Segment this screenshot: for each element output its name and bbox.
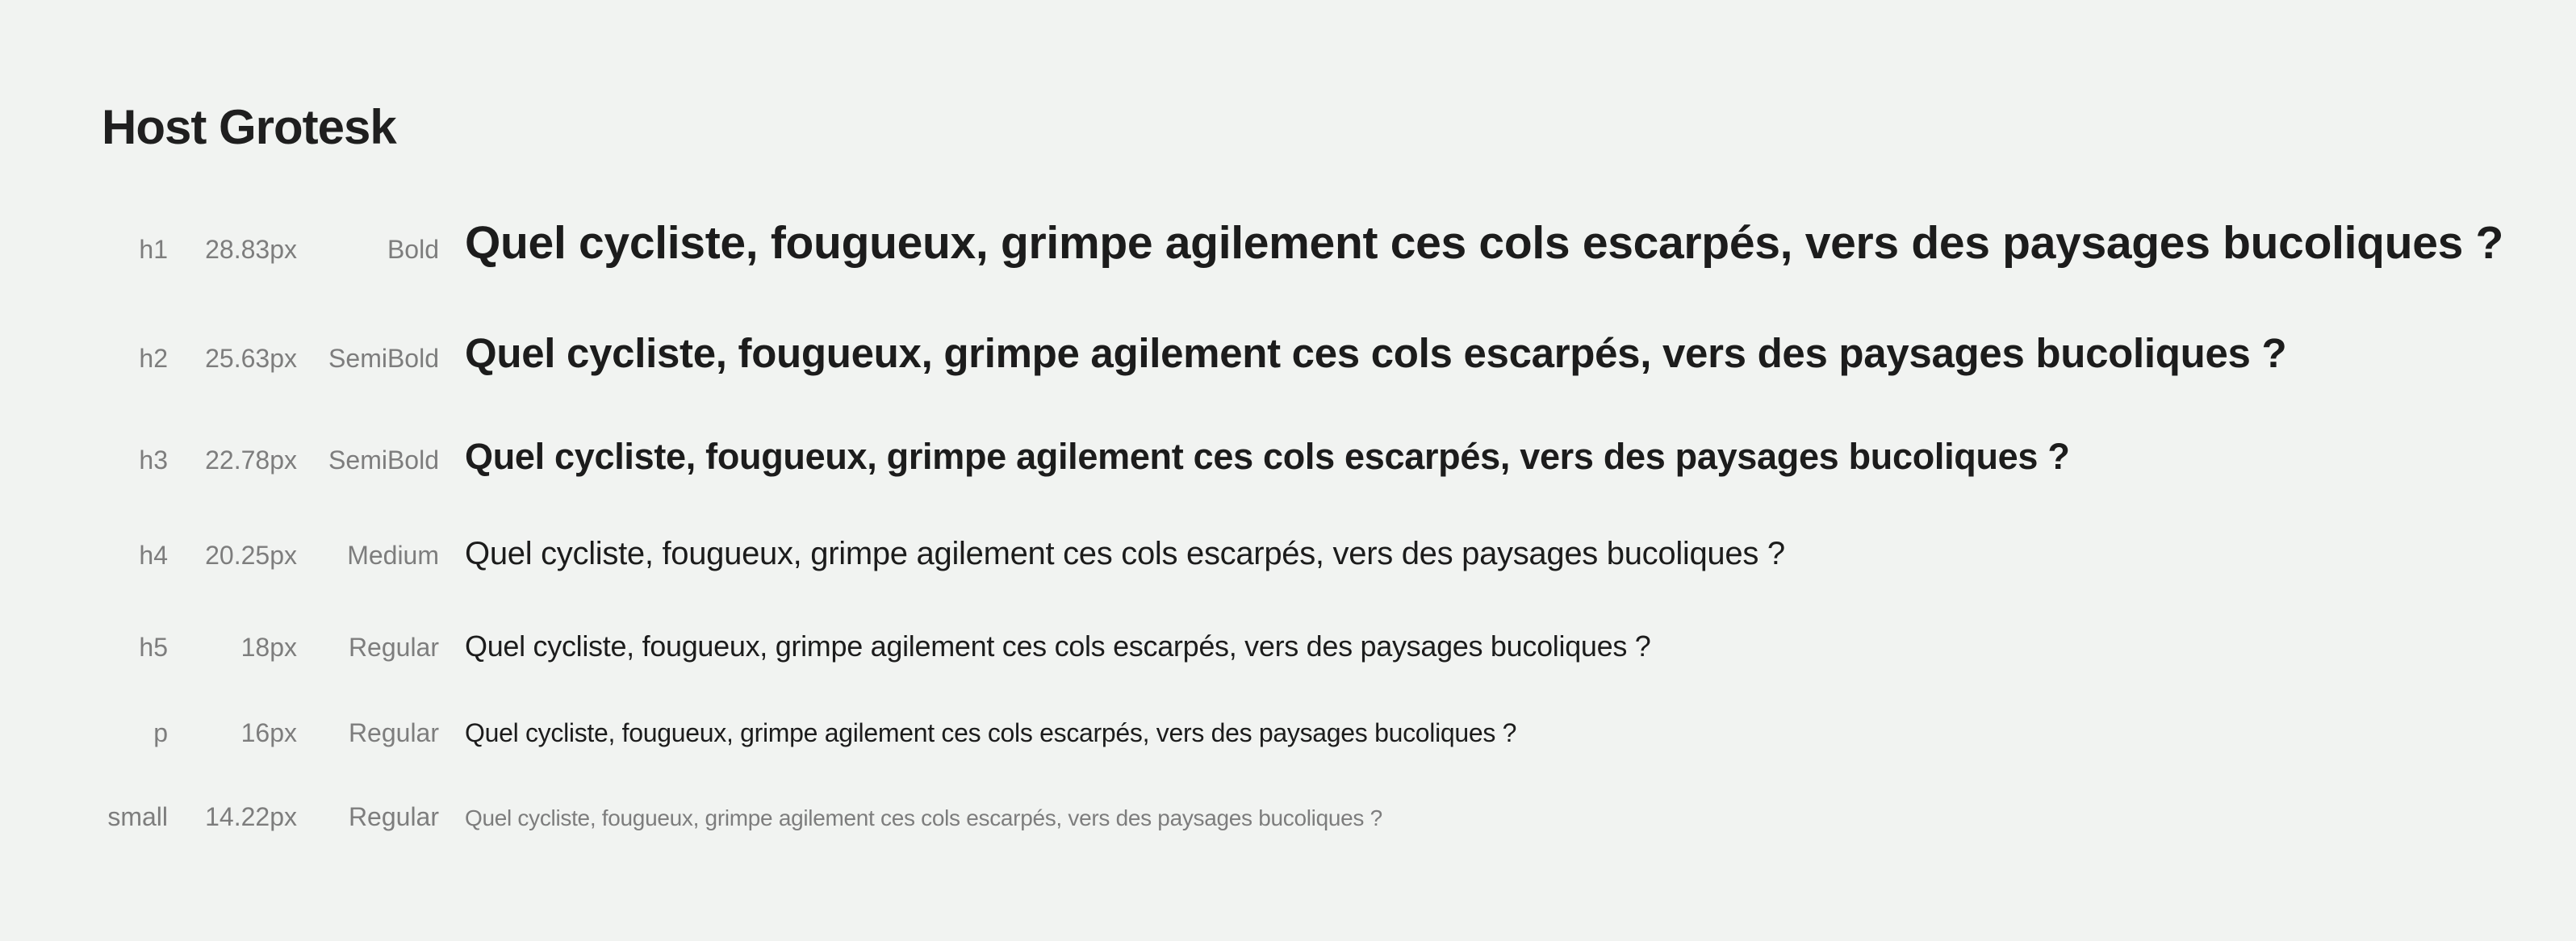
type-scale-row-small bbox=[0, 802, 2576, 832]
weight-label: Regular bbox=[348, 633, 439, 662]
size-label: 16px bbox=[240, 718, 297, 747]
weight-label: Medium bbox=[347, 541, 439, 570]
size-label: 14.22px bbox=[205, 802, 297, 831]
weight-label: Regular bbox=[348, 718, 439, 747]
type-scale-row-h4 bbox=[0, 536, 2576, 572]
sample-text: Quel cycliste, fougueux, grimpe agilement ces cols escarpés, vers des paysages bucoliques ? bbox=[465, 536, 1785, 571]
size-label: 20.25px bbox=[205, 541, 297, 570]
page-title: Host Grotesk bbox=[102, 100, 396, 154]
type-scale-row-h2 bbox=[0, 329, 2576, 377]
tag-label: h3 bbox=[139, 445, 168, 475]
type-scale-row-h3 bbox=[0, 436, 2576, 478]
sample-text: Quel cycliste, fougueux, grimpe agilement ces cols escarpés, vers des paysages bucoliques ? bbox=[465, 805, 1382, 830]
tag-label: h1 bbox=[139, 235, 168, 264]
weight-label: SemiBold bbox=[328, 344, 439, 373]
type-scale-row-p bbox=[0, 718, 2576, 748]
size-label: 28.83px bbox=[205, 235, 297, 264]
sample-text: Quel cycliste, fougueux, grimpe agilement ces cols escarpés, vers des paysages bucoliques ? bbox=[465, 629, 1651, 663]
type-scale-row-h1 bbox=[0, 216, 2576, 270]
type-scale-row-h5 bbox=[0, 629, 2576, 663]
size-label: 25.63px bbox=[205, 344, 297, 373]
sample-text: Quel cycliste, fougueux, grimpe agilement ces cols escarpés, vers des paysages bucoliques ? bbox=[465, 330, 2287, 376]
size-label: 22.78px bbox=[205, 445, 297, 475]
weight-label: Regular bbox=[348, 802, 439, 831]
tag-label: small bbox=[107, 802, 168, 831]
sample-text: Quel cycliste, fougueux, grimpe agilement ces cols escarpés, vers des paysages bucoliques ? bbox=[465, 718, 1517, 747]
tag-label: h4 bbox=[139, 541, 168, 570]
tag-label: h2 bbox=[139, 344, 168, 373]
weight-label: Bold bbox=[387, 235, 439, 264]
size-label: 18px bbox=[240, 633, 297, 662]
tag-label: h5 bbox=[139, 633, 168, 662]
sample-text: Quel cycliste, fougueux, grimpe agilement ces cols escarpés, vers des paysages bucoliques ? bbox=[465, 217, 2504, 269]
weight-label: SemiBold bbox=[328, 445, 439, 475]
sample-text: Quel cycliste, fougueux, grimpe agilement ces cols escarpés, vers des paysages bucoliques ? bbox=[465, 436, 2070, 477]
tag-label: p bbox=[153, 718, 168, 747]
